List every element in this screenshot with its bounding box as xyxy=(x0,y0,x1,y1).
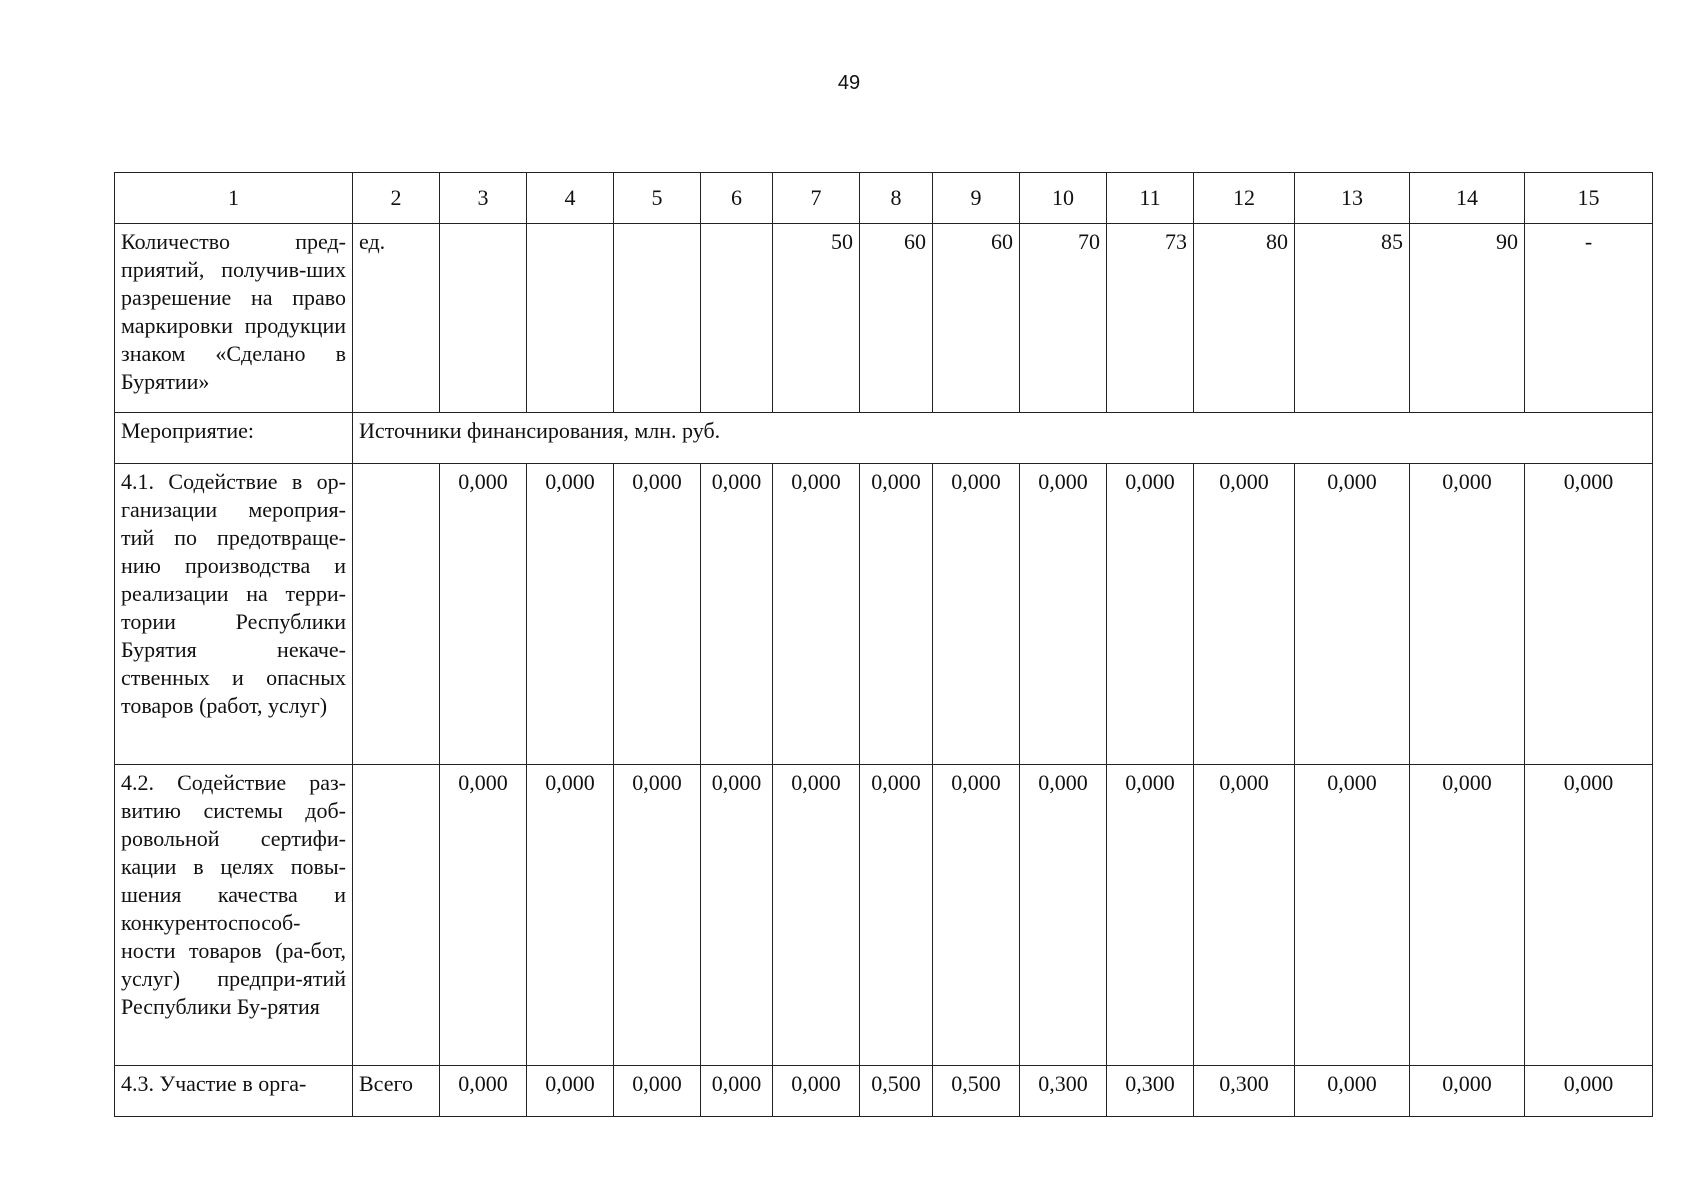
value-cell: 0,000 xyxy=(1020,464,1107,765)
value-cell: 0,000 xyxy=(701,1066,773,1117)
value-cell: 0,000 xyxy=(1525,1066,1653,1117)
value-cell: 0,000 xyxy=(1295,464,1410,765)
value-cell: 0,300 xyxy=(1194,1066,1295,1117)
value-cell: 0,000 xyxy=(773,1066,860,1117)
value-cell: 0,000 xyxy=(933,765,1020,1066)
column-header: 11 xyxy=(1107,173,1194,224)
value-cell: 0,000 xyxy=(1107,464,1194,765)
value-cell: 0,000 xyxy=(1194,765,1295,1066)
column-header: 15 xyxy=(1525,173,1653,224)
value-cell: 0,000 xyxy=(440,464,527,765)
value-cell: 0,000 xyxy=(614,464,701,765)
value-cell: 0,000 xyxy=(1295,765,1410,1066)
column-header: 5 xyxy=(614,173,701,224)
value-cell xyxy=(440,224,527,413)
row-label: 4.2. Содействие раз-витию системы доб-ровольной сертифи-кации в целях повы-шения качества и конкурентоспособ-ности товаров (ра-бот, услуг) предпри-ятий Республики Бу-рятия xyxy=(115,765,353,1066)
unit-cell xyxy=(353,464,440,765)
value-cell: 0,000 xyxy=(1020,765,1107,1066)
value-cell xyxy=(527,224,614,413)
column-header: 13 xyxy=(1295,173,1410,224)
value-cell: 0,000 xyxy=(1410,765,1525,1066)
column-header: 14 xyxy=(1410,173,1525,224)
table-row xyxy=(115,464,1653,765)
column-header: 9 xyxy=(933,173,1020,224)
column-header: 10 xyxy=(1020,173,1107,224)
table-header-row xyxy=(115,173,1653,224)
column-header: 8 xyxy=(860,173,933,224)
value-cell: 0,000 xyxy=(1194,464,1295,765)
unit-cell: ед. xyxy=(353,224,440,413)
value-cell: 0,000 xyxy=(527,464,614,765)
value-cell: 60 xyxy=(933,224,1020,413)
value-cell: 0,000 xyxy=(527,765,614,1066)
value-cell: 0,000 xyxy=(701,765,773,1066)
column-header: 4 xyxy=(527,173,614,224)
value-cell: 0,500 xyxy=(860,1066,933,1117)
value-cell: 50 xyxy=(773,224,860,413)
value-cell: 0,000 xyxy=(440,765,527,1066)
unit-cell xyxy=(353,765,440,1066)
value-cell: 0,000 xyxy=(1410,1066,1525,1117)
value-cell: 0,000 xyxy=(440,1066,527,1117)
row-label: Мероприятие: xyxy=(115,413,353,464)
page-number: 49 xyxy=(837,72,861,94)
value-cell: 80 xyxy=(1194,224,1295,413)
value-cell: 90 xyxy=(1410,224,1525,413)
column-header: 6 xyxy=(701,173,773,224)
value-cell: 0,000 xyxy=(614,765,701,1066)
table-row xyxy=(115,224,1653,413)
table-row xyxy=(115,1066,1653,1117)
value-cell: 0,000 xyxy=(1525,464,1653,765)
value-cell: 0,000 xyxy=(1107,765,1194,1066)
value-cell: 0,000 xyxy=(933,464,1020,765)
value-cell: 0,000 xyxy=(701,464,773,765)
value-cell: 0,000 xyxy=(527,1066,614,1117)
row-label: 4.1. Содействие в ор-ганизации мероприя-тий по предотвраще-нию производства и реализации на терри-тории Республики Бурятия некаче-ственных и опасных товаров (работ, услуг) xyxy=(115,464,353,765)
value-cell xyxy=(701,224,773,413)
row-label: Количество пред-приятий, получив-ших разрешение на право маркировки продукции знаком «Сделано в Бурятии» xyxy=(115,224,353,413)
table-row xyxy=(115,765,1653,1066)
value-cell: 0,000 xyxy=(614,1066,701,1117)
column-header: 3 xyxy=(440,173,527,224)
row-label: 4.3. Участие в орга- xyxy=(115,1066,353,1117)
value-cell: 70 xyxy=(1020,224,1107,413)
program-indicators-table xyxy=(114,172,1653,1117)
value-cell xyxy=(614,224,701,413)
value-cell: 0,000 xyxy=(773,464,860,765)
column-header: 1 xyxy=(115,173,353,224)
value-cell: 0,000 xyxy=(860,464,933,765)
value-cell: 60 xyxy=(860,224,933,413)
section-text: Источники финансирования, млн. руб. xyxy=(353,413,1653,464)
value-cell: 0,300 xyxy=(1107,1066,1194,1117)
value-cell: 0,000 xyxy=(1525,765,1653,1066)
column-header: 2 xyxy=(353,173,440,224)
value-cell: 0,000 xyxy=(1295,1066,1410,1117)
value-cell: 0,500 xyxy=(933,1066,1020,1117)
value-cell: - xyxy=(1525,224,1653,413)
value-cell: 85 xyxy=(1295,224,1410,413)
value-cell: 0,000 xyxy=(773,765,860,1066)
value-cell: 73 xyxy=(1107,224,1194,413)
column-header: 12 xyxy=(1194,173,1295,224)
value-cell: 0,000 xyxy=(860,765,933,1066)
column-header: 7 xyxy=(773,173,860,224)
value-cell: 0,300 xyxy=(1020,1066,1107,1117)
section-row xyxy=(115,413,1653,464)
unit-cell: Всего xyxy=(353,1066,440,1117)
value-cell: 0,000 xyxy=(1410,464,1525,765)
